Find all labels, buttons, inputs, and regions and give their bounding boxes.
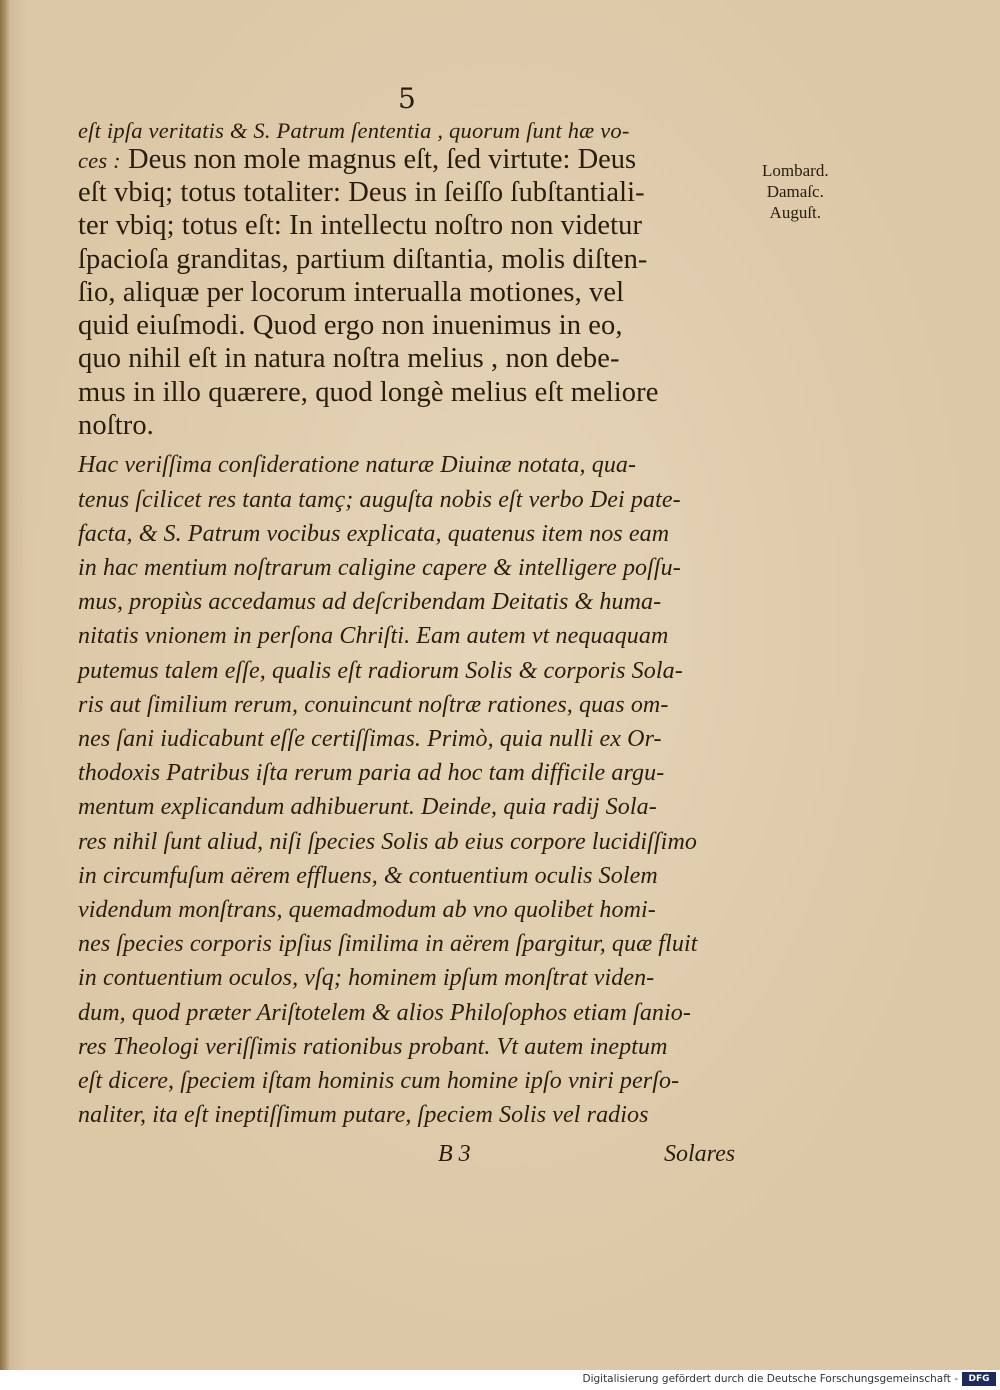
text-line: eſt dicere, ſpeciem iſtam hominis cum homine ipſo vniri perſo-	[78, 1068, 680, 1095]
text-line: nitatis vnionem in perſona Chriſti. Eam autem vt nequaquam	[78, 623, 669, 650]
roman-run: Deus non mole magnus eſt, ſed virtute: Deus	[120, 144, 637, 175]
signature-mark: B 3	[438, 1141, 471, 1167]
marginal-note: Damaſc.	[766, 182, 824, 201]
dfg-logo: DFG	[962, 1372, 996, 1386]
italic-run: eſt ipſa veritatis & S. Patrum ſententia , quorum ſunt hæ vo-	[78, 118, 630, 143]
text-line: res Theologi veriſſimis rationibus probant. Vt autem ineptum	[78, 1033, 668, 1060]
text-line: nes ſani iudicabunt eſſe certiſſimas. Primò, quia nulli ex Or-	[78, 726, 662, 752]
text-line: mus, propiùs accedamus ad deſcribendam Deitatis & huma-	[78, 589, 662, 616]
roman-text-section	[78, 118, 758, 442]
digitization-credit: Digitalisierung gefördert durch die Deutsche Forschungsgemeinschaft -	[582, 1373, 958, 1385]
text-line: mentum explicandum adhibuerunt. Deinde, quia radij Sola-	[78, 794, 657, 821]
text-line: ſpacioſa granditas, partium diſtantia, molis diſten-	[78, 243, 648, 275]
main-text-block	[78, 118, 758, 1132]
italic-run: ces :	[78, 148, 121, 173]
page-number: 5	[398, 82, 416, 115]
text-line: Hac veriſſima conſideratione naturæ Diuinæ notata, qua-	[78, 452, 637, 479]
text-line: in contuentium oculos, vſq; hominem ipſum monſtrat viden-	[78, 965, 655, 992]
text-line: naliter, ita eſt ineptiſſimum putare, ſpeciem Solis vel radios	[78, 1102, 649, 1129]
text-line: in hac mentium noſtrarum caligine capere & intelligere poſſu-	[78, 554, 681, 581]
marginal-note: Auguſt.	[769, 203, 822, 222]
text-line: putemus talem eſſe, qualis eſt radiorum Solis & corporis Sola-	[78, 657, 683, 684]
text-line: ter vbiq; totus eſt: In intellectu noſtro non videtur	[78, 210, 643, 242]
text-line: facta, & S. Patrum vocibus explicata, quatenus item nos eam	[78, 520, 670, 547]
text-line: quo nihil eſt in natura noſtra melius , non debe-	[78, 343, 620, 375]
text-line	[78, 144, 758, 176]
catchword: Solares	[664, 1141, 736, 1167]
text-line	[78, 118, 758, 144]
marginal-notes	[762, 160, 829, 223]
text-line: tenus ſcilicet res tanta tamç; auguſta nobis eſt verbo Dei pate-	[78, 486, 681, 513]
text-line: videndum monſtrans, quemadmodum ab vno quolibet homi-	[78, 897, 656, 924]
text-line: ris aut ſimilium rerum, conuincunt noſtræ rationes, quas om-	[78, 691, 669, 718]
text-line: res nihil ſunt aliud, niſi ſpecies Solis ab eius corpore lucidiſſimo	[78, 828, 697, 855]
text-line: dum, quod præter Ariſtotelem & alios Philoſophos etiam ſanio-	[78, 999, 691, 1026]
text-line: in circumfuſum aërem effluens, & contuentium oculis Solem	[78, 862, 658, 889]
text-line: noſtro.	[78, 410, 154, 442]
italic-text-section	[78, 448, 758, 1132]
text-line: mus in illo quærere, quod longè melius eſt meliore	[78, 376, 659, 408]
text-line: ſio, aliquæ per locorum interualla motiones, vel	[78, 276, 625, 308]
page-left-edge	[0, 0, 10, 1370]
text-line: thodoxis Patribus iſta rerum paria ad hoc tam difficile argu-	[78, 760, 665, 787]
marginal-note: Lombard.	[762, 161, 829, 180]
text-line: eſt vbiq; totus totaliter: Deus in ſeiſſo ſubſtantiali-	[78, 177, 645, 208]
text-line: quid eiuſmodi. Quod ergo non inuenimus in eo,	[78, 310, 623, 342]
text-line: nes ſpecies corporis ipſius ſimilima in aërem ſpargitur, quæ fluit	[78, 931, 698, 958]
